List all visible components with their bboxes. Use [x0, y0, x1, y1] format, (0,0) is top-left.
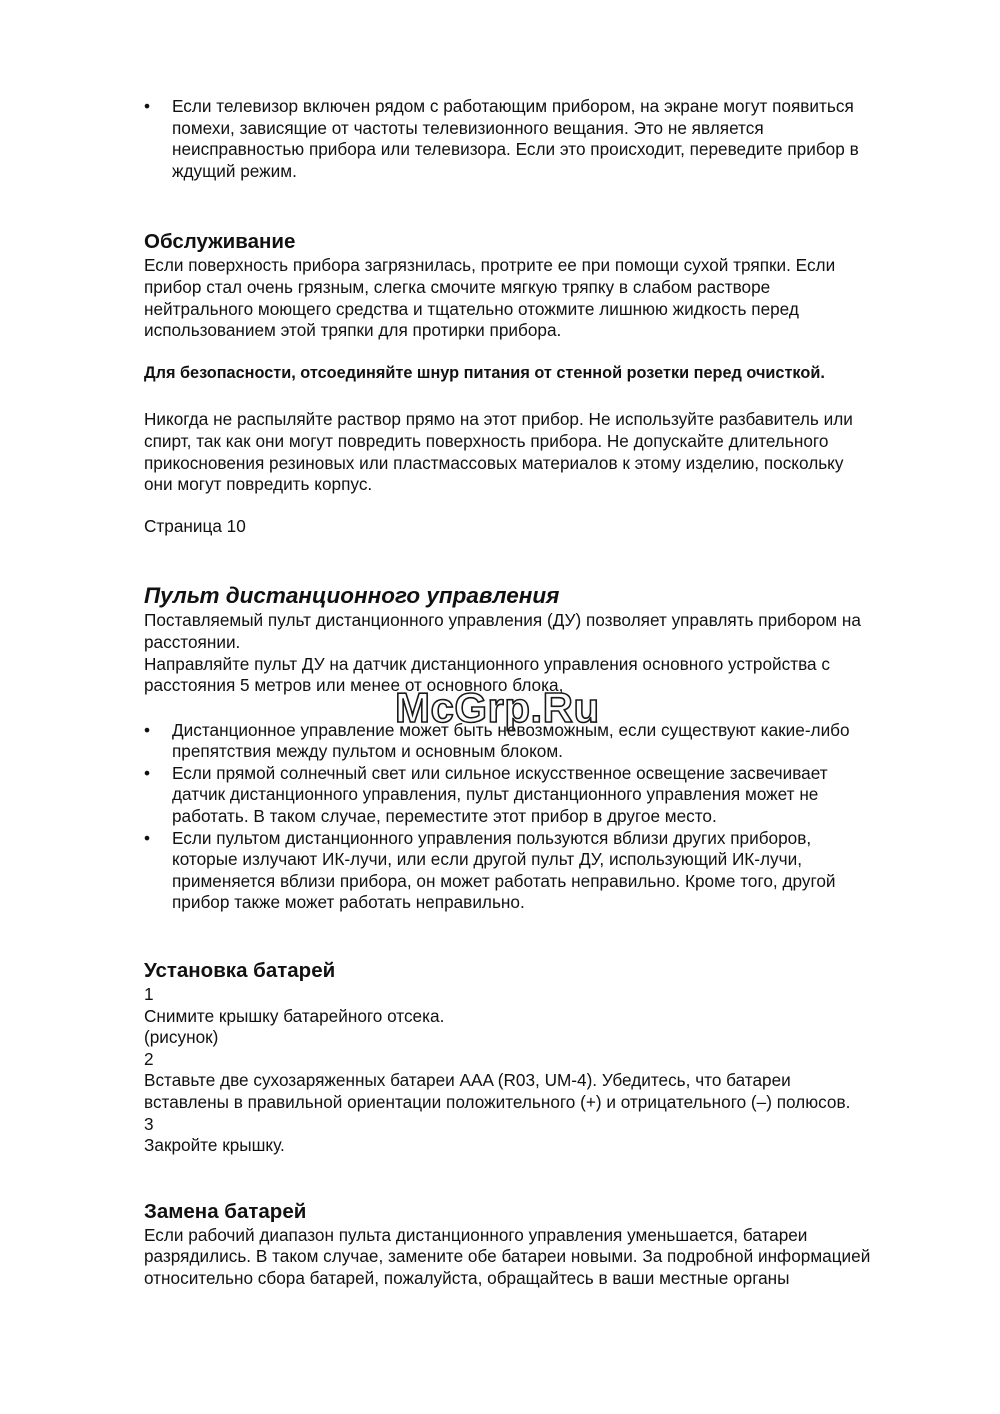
list-item [144, 763, 934, 828]
text-line: нейтрального моющего средства и тщательно отожмите лишнюю жидкость перед [144, 298, 799, 319]
intro-bullet-list [144, 96, 934, 182]
text-line: Если поверхность прибора загрязнилась, протрите ее при помощи сухой тряпки. Если [144, 255, 836, 276]
text-line: применяется вблизи прибора, он может работать неправильно. Кроме того, другой [172, 870, 836, 891]
text-line: работать. В таком случае, переместите этот прибор в другое место. [172, 806, 717, 827]
document-page [144, 96, 934, 1290]
text-line: Если пультом дистанционного управления пользуются вблизи других приборов, [172, 827, 812, 848]
bullet-icon: • [144, 719, 151, 740]
figure-placeholder: (рисунок) [144, 1027, 219, 1048]
step-number: 3 [144, 1113, 154, 1134]
text-line: Никогда не распыляйте раствор прямо на этот прибор. Не используйте разбавитель или [144, 409, 853, 430]
maintenance-paragraph [144, 255, 934, 341]
bullet-icon: • [144, 827, 151, 848]
safety-note: Для безопасности, отсоединяйте шнур питания от стенной розетки перед очисткой. [144, 363, 825, 382]
text-line: Если рабочий диапазон пульта дистанционного управления уменьшается, батареи [144, 1224, 808, 1245]
remote-intro-paragraph [144, 610, 934, 696]
text-line: препятствия между пультом и основным блоком. [172, 741, 563, 762]
text-line: прибор также может работать неправильно. [172, 892, 525, 913]
remote-control-heading: Пульт дистанционного управления [144, 583, 560, 609]
intro-line: неисправностью прибора или телевизора. Если это происходит, переведите прибор в [172, 139, 859, 160]
text-line: прикосновения резиновых или пластмассовых материалов к этому изделию, поскольку [144, 452, 844, 473]
battery-replace-paragraph [144, 1225, 934, 1290]
text-line: Если прямой солнечный свет или сильное искусственное освещение засвечивает [172, 762, 828, 783]
text-line: датчик дистанционного управления, пульт дистанционного управления может не [172, 784, 819, 805]
text-line: они могут повредить корпус. [144, 474, 373, 495]
maintenance-heading: Обслуживание [144, 230, 296, 254]
bullet-icon: • [144, 762, 151, 783]
intro-line: Если телевизор включен рядом с работающим прибором, на экране могут появиться [172, 96, 854, 116]
text-line: расстояния 5 метров или менее от основного блока, [144, 675, 564, 696]
step-number: 2 [144, 1048, 154, 1069]
intro-line: помехи, зависящие от частоты телевизионного вещания. Это не является [172, 117, 764, 138]
step-text: Снимите крышку батарейного отсека. [144, 1005, 445, 1026]
battery-install-steps [144, 984, 934, 1157]
text-line: Поставляемый пульт дистанционного управления (ДУ) позволяет управлять прибором на [144, 610, 861, 631]
text-line: использованием этой тряпки для протирки прибора. [144, 320, 562, 341]
list-item [144, 828, 934, 914]
list-item [144, 96, 934, 182]
remote-bullet-list [144, 720, 934, 914]
text-line: разрядились. В таком случае, замените обе батареи новыми. За подробной информацией [144, 1246, 871, 1267]
maintenance-warning-paragraph [144, 409, 934, 495]
watermark-logo: McGrp.Ru [395, 684, 600, 731]
step-text: Закройте крышку. [144, 1135, 285, 1156]
intro-line: ждущий режим. [172, 160, 297, 181]
battery-replace-heading: Замена батарей [144, 1199, 307, 1223]
text-line: прибор стал очень грязным, слегка смочите мягкую тряпку в слабом растворе [144, 276, 771, 297]
step-text: вставлены в правильной ориентации положительного (+) и отрицательного (–) полюсов. [144, 1092, 851, 1112]
step-number: 1 [144, 984, 154, 1005]
step-text: Вставьте две сухозаряженных батареи AAA (R03, UM-4). Убедитесь, что батареи [144, 1070, 791, 1091]
text-line: расстоянии. [144, 631, 241, 652]
bullet-icon: • [144, 96, 151, 116]
text-line: относительно сбора батарей, пожалуйста, обращайтесь в ваши местные органы [144, 1267, 790, 1288]
text-line: спирт, так как они могут повредить поверхность прибора. Не допускайте длительного [144, 430, 829, 451]
text-line: Направляйте пульт ДУ на датчик дистанционного управления основного устройства с [144, 653, 830, 674]
battery-install-heading: Установка батарей [144, 959, 336, 983]
list-item [144, 720, 934, 763]
text-line: Дистанционное управление может быть невозможным, если существуют какие-либо [172, 719, 850, 740]
page-number: Страница 10 [144, 515, 246, 536]
text-line: которые излучают ИК-лучи, или если другой пульт ДУ, использующий ИК-лучи, [172, 849, 802, 870]
